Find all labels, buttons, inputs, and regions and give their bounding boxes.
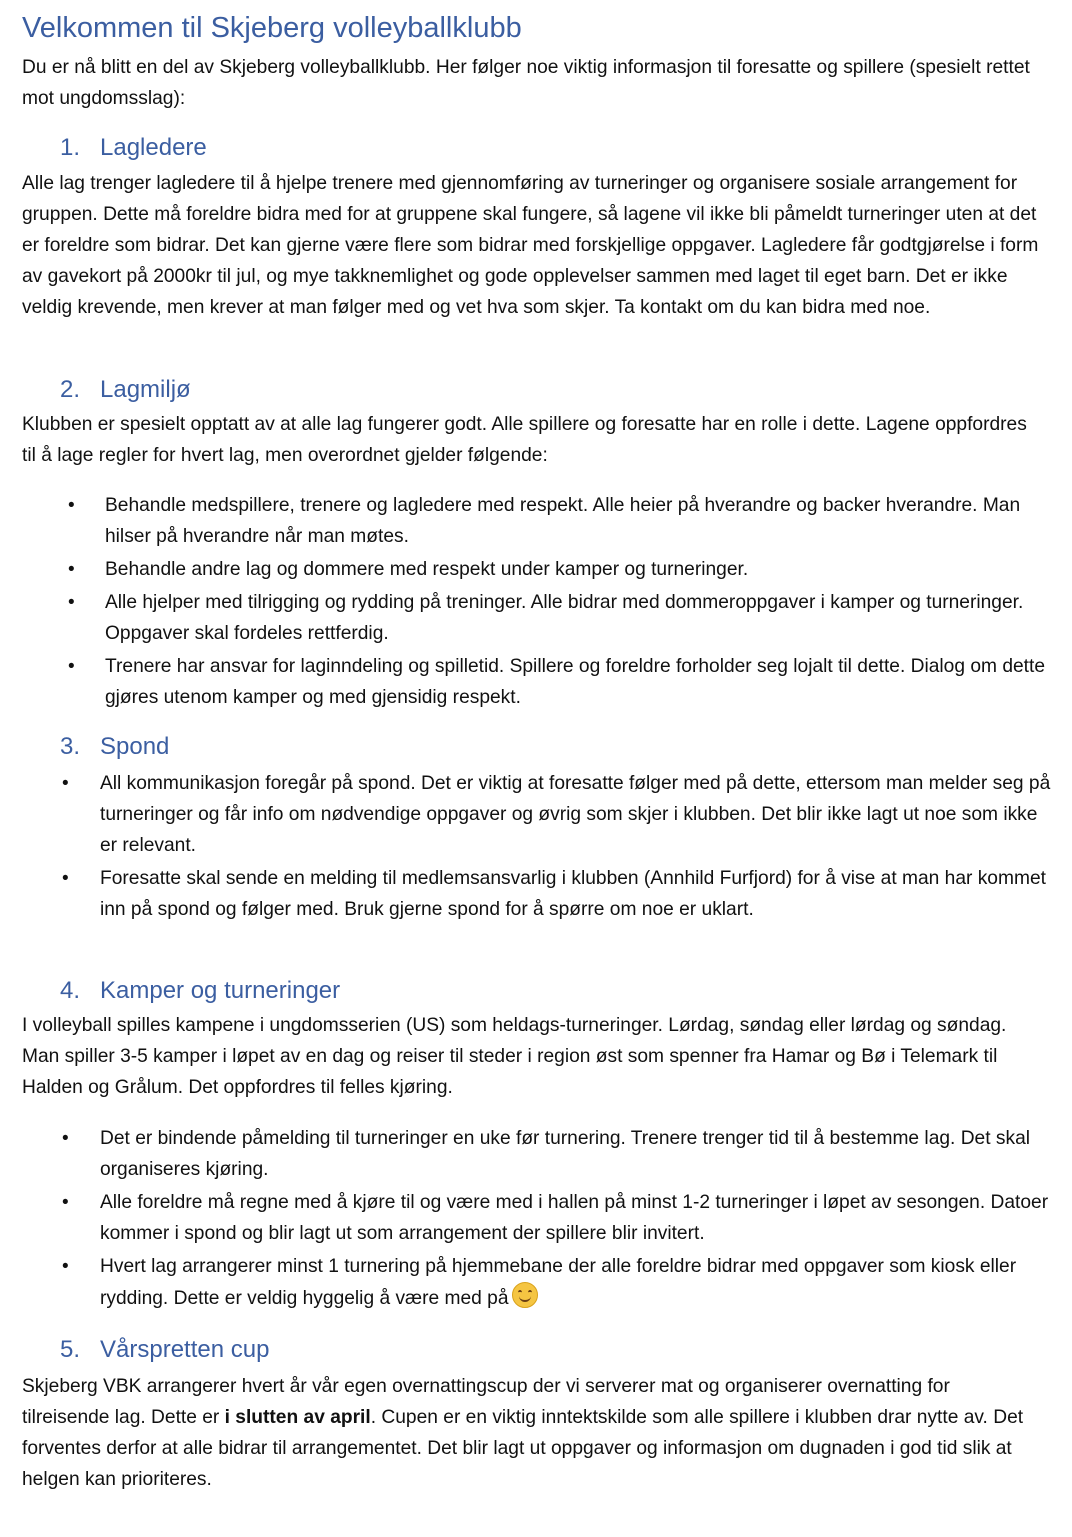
- section-heading-varspretten: [60, 1336, 269, 1364]
- bullet-icon: •: [62, 1256, 69, 1277]
- page-title: Velkommen til Skjeberg volleyballklubb: [22, 12, 522, 44]
- bullet-icon: •: [68, 559, 75, 580]
- list-item: • Trenere har ansvar for laginndeling og spilletid. Spillere og foreldre forholder seg lojalt til dette. Dialog om dette gjøres utenom kamper og med gjensidig respekt.: [22, 651, 1052, 713]
- list-item: • Behandle medspillere, trenere og lagledere med respekt. Alle heier på hverandre og backer hverandre. Man hilser på hverandre når man møtes.: [22, 490, 1052, 552]
- lagledere-paragraph: Alle lag trenger lagledere til å hjelpe trenere med gjennomføring av turneringer og organisere sosiale arrangement for gruppen. Dette må foreldre bidra med for at gruppene skal fungere, så lagene vil ikke bli påmeldt turneringer uten at det er foreldre som bidrar. Det kan gjerne være flere som bidrar med forskjellige oppgaver. Lagledere får godtgjørelse i form av gavekort på 2000kr til jul, og mye takknemlighet og gode opplevelser sammen med laget til eget barn. Det er ikke veldig krevende, men krever at man følger med og vet hva som skjer. Ta kontakt om du kan bidra med noe.: [22, 173, 1039, 318]
- section-number: 3.: [60, 733, 81, 760]
- section-heading-lagmiljo: [60, 376, 191, 404]
- section-title: Spond: [100, 733, 170, 760]
- list-item: • Alle hjelper med tilrigging og rydding på treninger. Alle bidrar med dommeroppgaver i kamper og turneringer. Oppgaver skal fordeles rettferdig.: [22, 587, 1052, 649]
- section-number: 4.: [60, 977, 81, 1004]
- section-title: Lagledere: [100, 134, 207, 161]
- section-number: 5.: [60, 1336, 81, 1363]
- list-item: • Foresatte skal sende en melding til medlemsansvarlig i klubben (Annhild Furfjord) for å vise at man har kommet inn på spond og følger med. Bruk gjerne spond for å spørre om noe er uklart.: [22, 863, 1052, 925]
- bullet-icon: •: [62, 1128, 69, 1149]
- lagmiljo-bullet-list: [22, 490, 1052, 715]
- section-title: Vårspretten cup: [100, 1336, 270, 1363]
- list-item: • Det er bindende påmelding til turneringer en uke før turnering. Trenere trenger tid til å bestemme lag. Det skal organiseres kjøring.: [22, 1123, 1052, 1185]
- varspretten-paragraph: Skjeberg VBK arrangerer hvert år vår egen overnattingscup der vi serverer mat og organiserer overnatting for tilreisende lag. Dette er i slutten av april. Cupen er en viktig inntektskilde som alle spillere i klubben drar nytte av. Det forventes derfor at alle bidrar til arrangementet. Det blir lagt ut oppgaver og informasjon om dugnaden i god tid slik at helgen kan prioriteres.: [22, 1376, 1024, 1490]
- spond-bullet-list: [22, 768, 1052, 927]
- intro-paragraph: Du er nå blitt en del av Skjeberg volleyballklubb. Her følger noe viktig informasjon til foresatte og spillere (spesielt rettet mot ungdomsslag):: [22, 57, 1030, 109]
- bullet-icon: •: [68, 592, 75, 613]
- section-heading-lagledere: [60, 134, 207, 162]
- list-item: • Behandle andre lag og dommere med respekt under kamper og turneringer.: [22, 554, 1052, 585]
- list-item: • Alle foreldre må regne med å kjøre til og være med i hallen på minst 1-2 turneringer i løpet av sesongen. Datoer kommer i spond og blir lagt ut som arrangement der spillere blir invitert.: [22, 1187, 1052, 1249]
- list-item: • Hvert lag arrangerer minst 1 turnering på hjemmebane der alle foreldre bidrar med oppgaver som kiosk eller rydding. Dette er veldig hyggelig å være med på: [22, 1251, 1052, 1314]
- section-title: Lagmiljø: [100, 376, 191, 403]
- bullet-icon: •: [68, 495, 75, 516]
- date-highlight: i slutten av april: [224, 1407, 371, 1428]
- lagmiljo-paragraph: Klubben er spesielt opptatt av at alle lag fungerer godt. Alle spillere og foresatte har en rolle i dette. Lagene oppfordres til å lage regler for hvert lag, men overordnet gjelder følgende:: [22, 414, 1027, 466]
- bullet-icon: •: [68, 656, 75, 677]
- kamper-bullet-list: [22, 1123, 1052, 1316]
- section-heading-spond: [60, 733, 169, 761]
- section-title: Kamper og turneringer: [100, 977, 341, 1004]
- bullet-icon: •: [62, 868, 69, 889]
- list-item: • All kommunikasjon foregår på spond. Det er viktig at foresatte følger med på dette, ettersom man melder seg på turneringer og får info om nødvendige oppgaver og øvrig som skjer i klubben. Det blir ikke lagt ut noe som ikke er relevant.: [22, 768, 1052, 861]
- section-number: 2.: [60, 376, 81, 403]
- smiling-face-icon: [512, 1282, 538, 1308]
- section-number: 1.: [60, 134, 81, 161]
- section-heading-kamper: [60, 977, 340, 1005]
- bullet-icon: •: [62, 1192, 69, 1213]
- bullet-icon: •: [62, 773, 69, 794]
- kamper-paragraph: I volleyball spilles kampene i ungdomsserien (US) som heldags-turneringer. Lørdag, søndag eller lørdag og søndag. Man spiller 3-5 kamper i løpet av en dag og reiser til steder i region øst som spenner fra Hamar og Bø i Telemark til Halden og Grålum. Det oppfordres til felles kjøring.: [22, 1015, 1007, 1098]
